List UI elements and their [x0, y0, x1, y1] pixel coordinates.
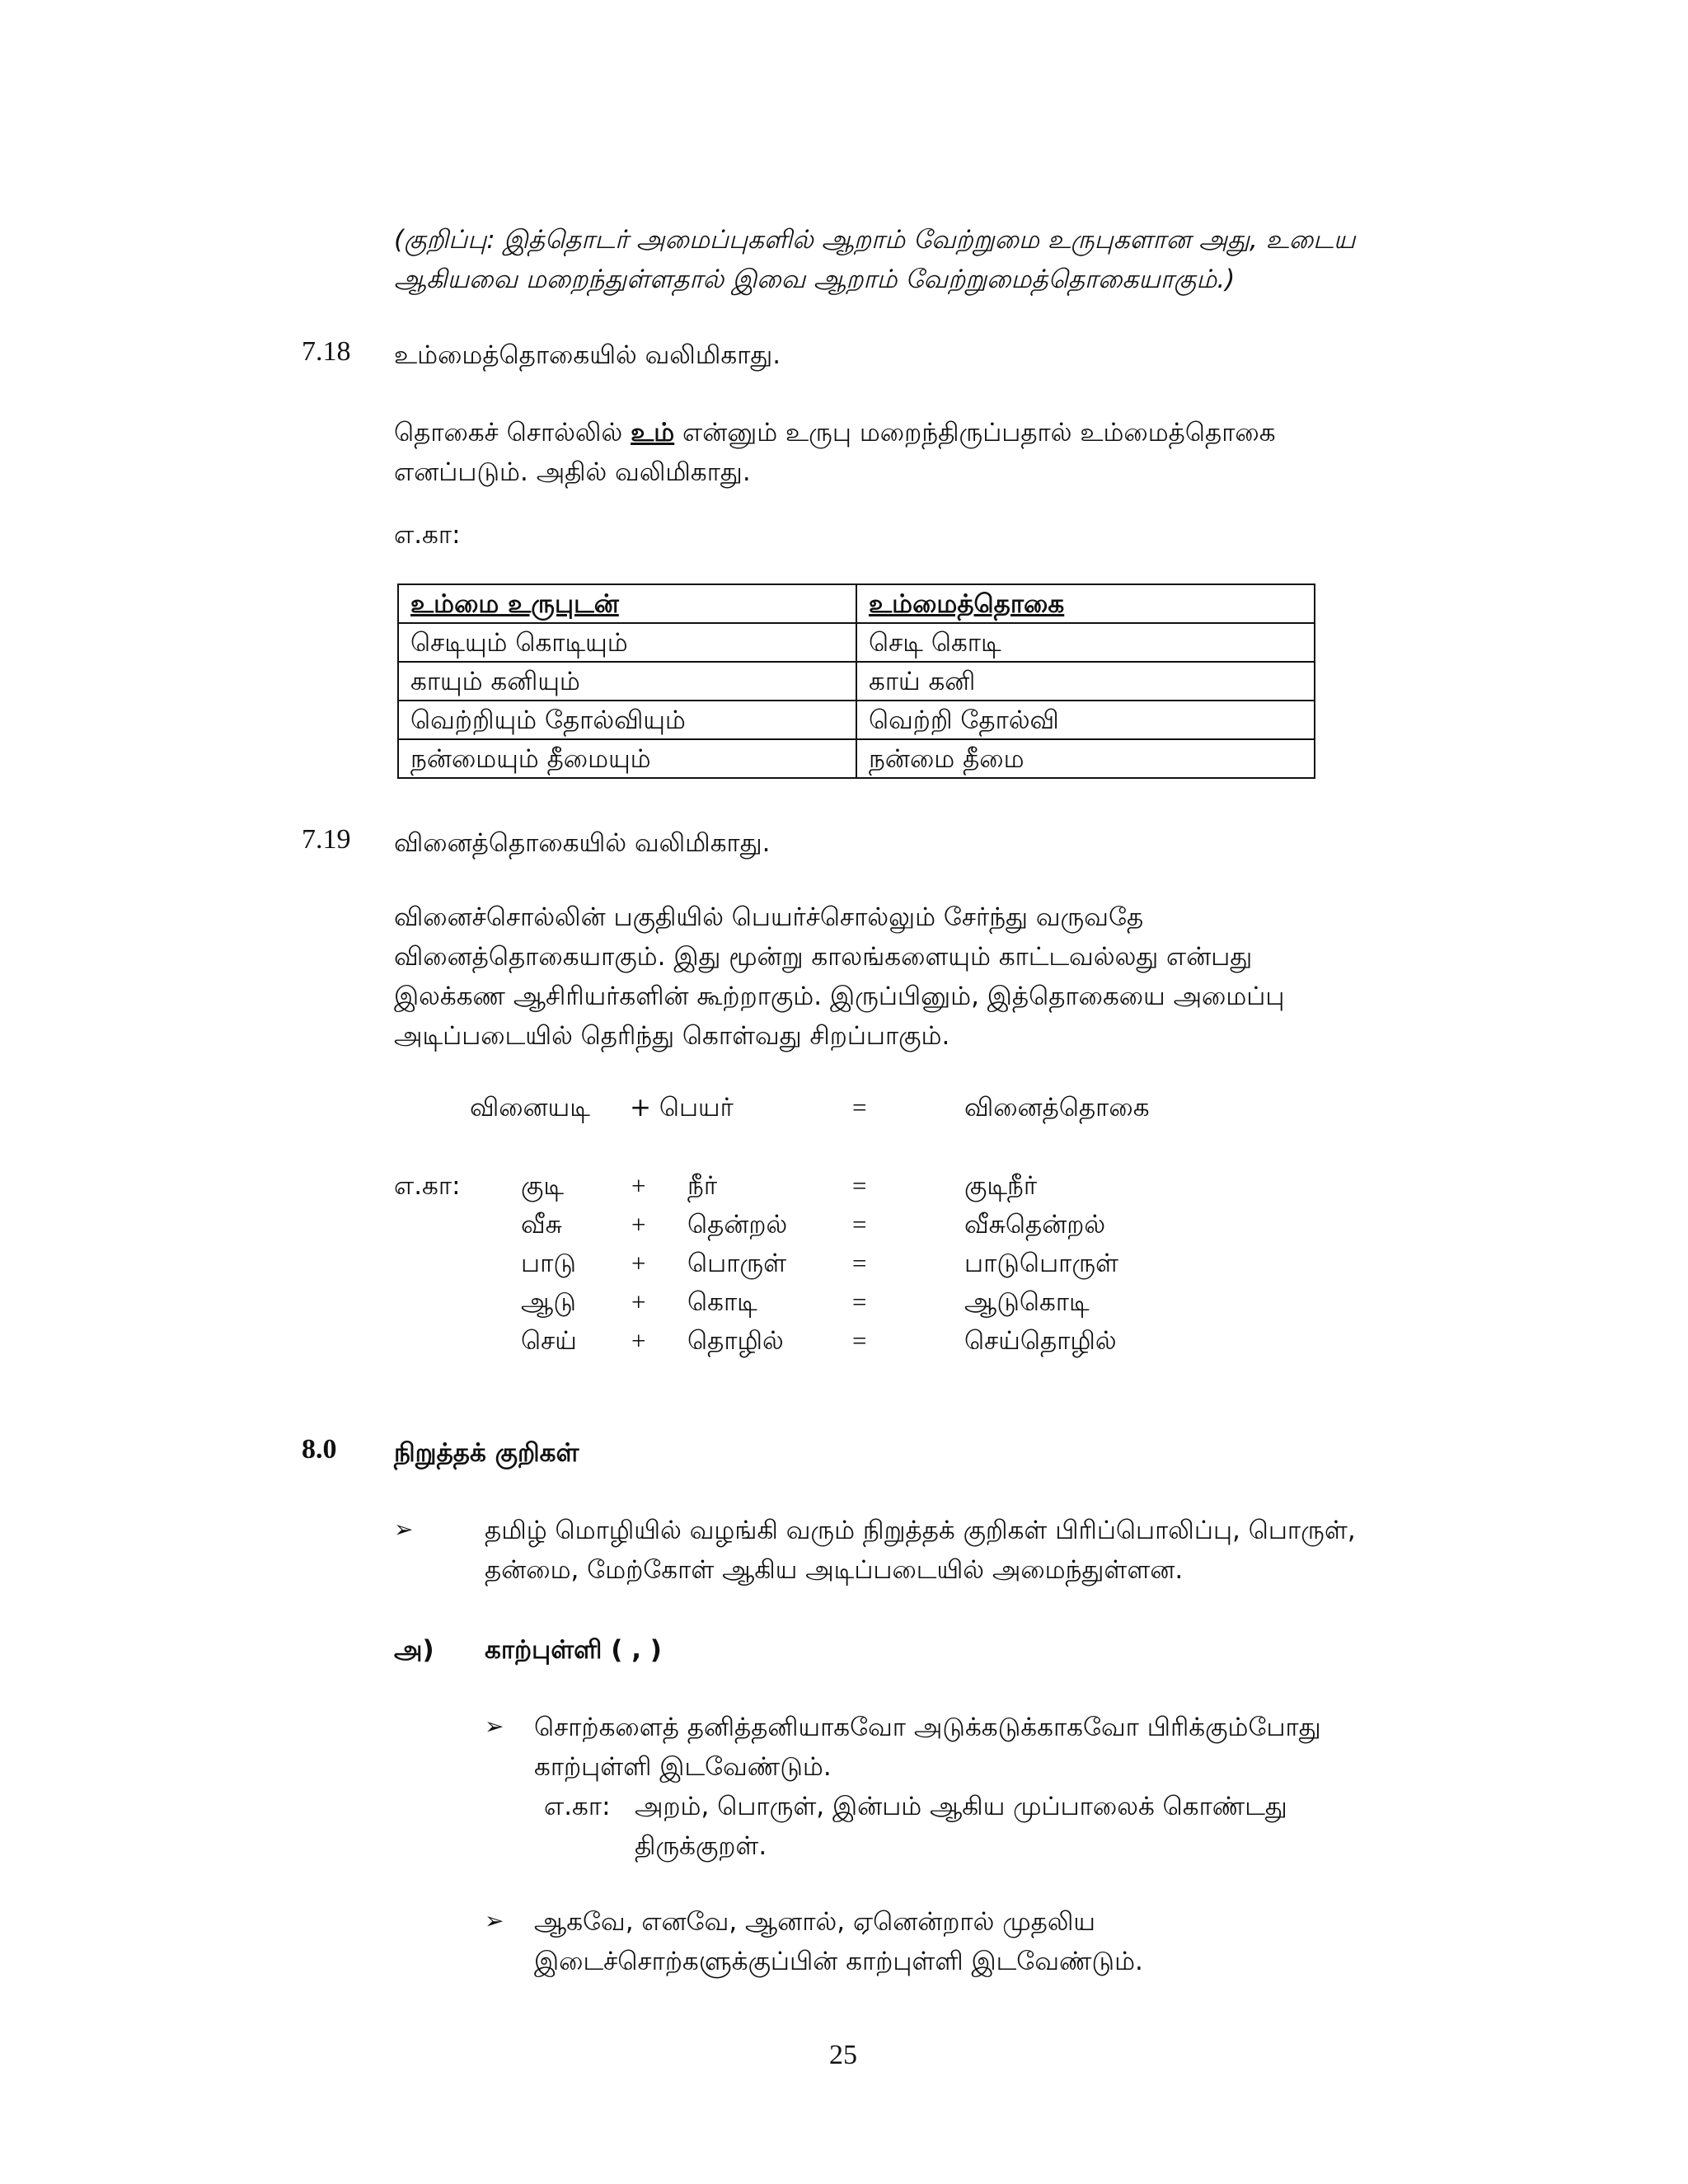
example-noun: கொடி [687, 1287, 757, 1317]
paragraph-7-19-line-1: வினைச்சொல்லின் பகுதியில் பெயர்ச்சொல்லும் சேர்ந்து வருவதே [394, 902, 1144, 932]
example-root: ஆடு [521, 1287, 576, 1317]
paragraph-7-18-line-2: எனப்படும். அதில் வலிமிகாது. [394, 457, 751, 487]
example-plus: + [631, 1287, 646, 1316]
arrow-bullet-icon: ➢ [394, 1516, 414, 1543]
paragraph-7-18-line-1 [394, 413, 1276, 452]
example-label: எ.கா: [544, 1792, 611, 1821]
highlighted-term: உம் [631, 418, 675, 448]
note-line-2: ஆகியவை மறைந்துள்ளதால் இவை ஆறாம் வேற்றுமைத்தொகையாகும்.) [394, 265, 1236, 294]
example-table [397, 583, 1315, 779]
example-result: வீசுதென்றல் [964, 1210, 1106, 1240]
example-equals: = [852, 1287, 867, 1316]
example-plus: + [631, 1249, 646, 1277]
example-result: செய்தொழில் [964, 1326, 1117, 1356]
example-noun: தென்றல் [687, 1210, 788, 1240]
subsection-title: காற்புள்ளி ( , ) [485, 1635, 662, 1665]
example-root: பாடு [521, 1249, 576, 1278]
formula-equals: = [852, 1093, 867, 1122]
example-root: குடி [521, 1171, 565, 1201]
table-cell: செடி கொடி [856, 623, 1315, 662]
page-number: 25 [829, 2040, 857, 2070]
table-cell: காயும் கனியும் [398, 662, 856, 701]
formula-result: வினைத்தொகை [964, 1093, 1150, 1122]
section-number-7-18: 7.18 [302, 336, 351, 367]
subsection-label: அ) [394, 1635, 434, 1665]
paragraph-text: தொகைச் சொல்லில் [394, 418, 631, 448]
table-row [398, 662, 1315, 701]
paragraph-7-19-line-2: வினைத்தொகையாகும். இது மூன்று காலங்களையும் காட்டவல்லது என்பது [394, 942, 1253, 972]
section-number-8-0: 8.0 [302, 1434, 337, 1465]
example-result: ஆடுகொடி [964, 1287, 1090, 1317]
example-root: வீசு [521, 1210, 562, 1240]
example-noun: நீர் [687, 1171, 718, 1201]
table-cell: நன்மையும் தீமையும் [398, 739, 856, 778]
table-header: உம்மைத்தொகை [856, 584, 1315, 623]
example-noun: தொழில் [687, 1326, 784, 1356]
table-row [398, 739, 1315, 778]
example-equals: = [852, 1326, 867, 1355]
arrow-bullet-icon: ➢ [485, 1713, 504, 1740]
table-cell: காய் கனி [856, 662, 1315, 701]
example-result: குடிநீர் [964, 1171, 1038, 1201]
point-1-line-1: சொற்களைத் தனித்தனியாகவோ அடுக்கடுக்காகவோ பிரிக்கும்போது [534, 1713, 1321, 1742]
section-title-8-0: நிறுத்தக் குறிகள் [394, 1438, 579, 1468]
note-line-1: (குறிப்பு: இத்தொடர் அமைப்புகளில் ஆறாம் வேற்றுமை உருபுகளான அது, உடைய [394, 225, 1356, 255]
table-cell: வெற்றி தோல்வி [856, 701, 1315, 739]
example-plus: + [631, 1326, 646, 1355]
paragraph-7-19-line-4: அடிப்படையில் தெரிந்து கொள்வது சிறப்பாகும். [394, 1021, 950, 1051]
example-label: எ.கா: [394, 1171, 461, 1201]
example-plus: + [631, 1210, 646, 1239]
point-1-example-line-2: திருக்குறள். [635, 1831, 767, 1861]
point-1-line-2: காற்புள்ளி இடவேண்டும். [534, 1752, 832, 1782]
table-row [398, 623, 1315, 662]
table-cell: செடியும் கொடியும் [398, 623, 856, 662]
formula-verb-root: வினையடி [470, 1093, 590, 1122]
formula-plus-noun: + பெயர் [630, 1093, 734, 1122]
example-equals: = [852, 1210, 867, 1239]
point-2-line-1: ஆகவே, எனவே, ஆனால், ஏனென்றால் முதலிய [534, 1907, 1095, 1937]
paragraph-text: என்னும் உருபு மறைந்திருப்பதால் உம்மைத்தொகை [674, 418, 1276, 448]
table-cell: நன்மை தீமை [856, 739, 1315, 778]
example-root: செய் [521, 1326, 577, 1356]
table-cell: வெற்றியும் தோல்வியும் [398, 701, 856, 739]
point-1-example-line-1: அறம், பொருள், இன்பம் ஆகிய முப்பாலைக் கொண்டது [635, 1792, 1287, 1821]
example-equals: = [852, 1249, 867, 1277]
example-label: எ.கா: [394, 520, 461, 550]
point-2-line-2: இடைச்சொற்களுக்குப்பின் காற்புள்ளி இடவேண்டும். [534, 1947, 1143, 1976]
example-equals: = [852, 1171, 867, 1200]
example-plus: + [631, 1171, 646, 1200]
table-header: உம்மை உருபுடன் [398, 584, 856, 623]
intro-line-1: தமிழ் மொழியில் வழங்கி வரும் நிறுத்தக் குறிகள் பிரிப்பொலிப்பு, பொருள், [485, 1516, 1356, 1545]
section-title-7-18: உம்மைத்தொகையில் வலிமிகாது. [394, 340, 781, 370]
intro-line-2: தன்மை, மேற்கோள் ஆகிய அடிப்படையில் அமைந்துள்ளன. [485, 1555, 1184, 1585]
example-noun: பொருள் [687, 1249, 787, 1278]
section-number-7-19: 7.19 [302, 824, 351, 855]
arrow-bullet-icon: ➢ [485, 1907, 504, 1934]
section-title-7-19: வினைத்தொகையில் வலிமிகாது. [394, 828, 771, 858]
table-header-row [398, 584, 1315, 623]
example-result: பாடுபொருள் [964, 1249, 1119, 1278]
table-row [398, 701, 1315, 739]
paragraph-7-19-line-3: இலக்கண ஆசிரியர்களின் கூற்றாகும். இருப்பினும், இத்தொகையை அமைப்பு [394, 982, 1285, 1011]
